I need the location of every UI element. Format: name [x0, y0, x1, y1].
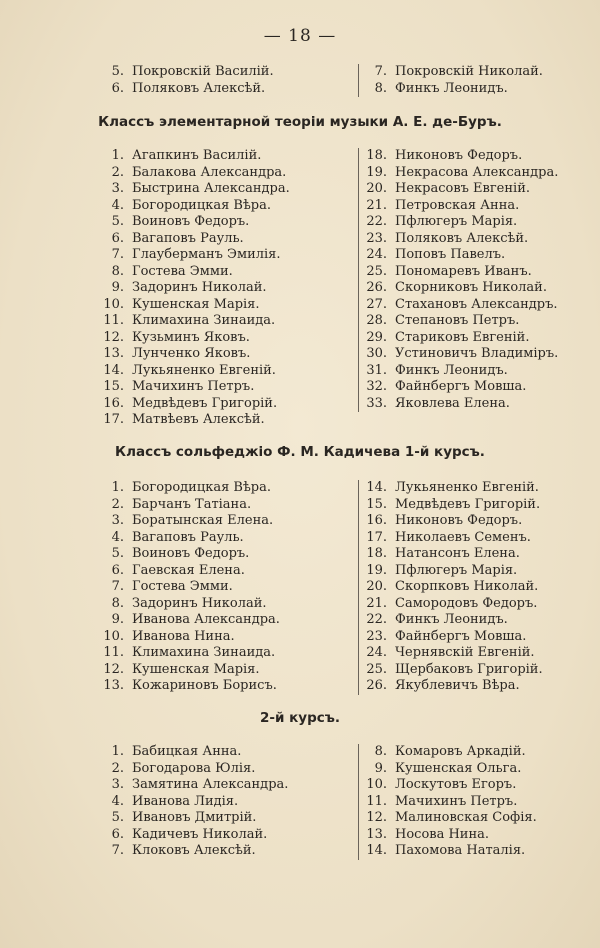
- student-name: Пономаревъ Иванъ.: [395, 263, 532, 279]
- student-name: Иванова Нина.: [132, 628, 235, 644]
- item-number: 18.: [366, 546, 387, 561]
- item-number: 7.: [111, 843, 124, 858]
- list-item: [365, 579, 543, 596]
- section-1-right-column: [358, 148, 558, 412]
- list-item: [102, 777, 288, 794]
- student-name: Некрасовъ Евгеній.: [395, 181, 530, 196]
- list-item: [102, 198, 290, 215]
- student-name: Кушенская Марія.: [132, 661, 260, 677]
- item-number: 24.: [366, 247, 387, 262]
- item-number: 32.: [366, 379, 387, 394]
- student-name: Стахановъ Александръ.: [395, 296, 558, 312]
- item-number: 9.: [111, 612, 124, 627]
- list-item: [102, 579, 280, 596]
- item-number: 5.: [111, 546, 124, 561]
- item-number: 7.: [111, 247, 124, 262]
- student-name: Кузьминъ Яковъ.: [132, 329, 250, 345]
- student-name: Скорпковъ Николай.: [395, 579, 539, 594]
- student-name: Вагаповъ Рауль.: [132, 529, 244, 545]
- list-item: [102, 181, 290, 198]
- item-number: 5.: [111, 214, 124, 229]
- student-name: Богодарова Юлія.: [132, 760, 256, 776]
- item-number: 5.: [111, 64, 124, 79]
- item-number: 26.: [366, 280, 387, 295]
- student-name: Воиновъ Федоръ.: [132, 546, 250, 561]
- student-name: Кожариновъ Борисъ.: [132, 678, 277, 693]
- item-number: 6.: [111, 230, 124, 246]
- list-item: [365, 198, 558, 215]
- student-name: Глауберманъ Эмилія.: [132, 247, 281, 262]
- student-name: Мачихинъ Петръ.: [132, 379, 255, 394]
- student-name: Кушенская Марія.: [132, 296, 260, 312]
- item-number: 4.: [111, 197, 124, 213]
- list-item: [365, 480, 543, 497]
- list-item: [365, 165, 558, 182]
- item-number: 14.: [366, 480, 387, 495]
- student-name: Файнбергъ Мовша.: [395, 379, 527, 394]
- student-name: Покровскій Николай.: [395, 64, 543, 79]
- student-name: Матвѣевъ Алексѣй.: [132, 412, 265, 427]
- student-name: Финкъ Леонидъ.: [395, 362, 508, 378]
- student-name: Поляковъ Алексѣй.: [395, 230, 529, 246]
- item-number: 5.: [111, 810, 124, 825]
- list-item: [365, 777, 537, 794]
- student-name: Ивановъ Дмитрій.: [132, 810, 257, 825]
- list-item: [102, 297, 290, 314]
- list-item: [102, 280, 290, 297]
- item-number: 9.: [111, 280, 124, 295]
- list-item: [365, 346, 558, 363]
- student-name: Поляковъ Алексѣй.: [132, 80, 266, 96]
- list-item: [102, 497, 280, 514]
- list-item: [365, 363, 558, 380]
- list-item: [365, 662, 543, 679]
- student-name: Иванова Лидія.: [132, 793, 239, 809]
- section-1-left-column: [102, 148, 290, 429]
- student-name: Скорниковъ Николай.: [395, 280, 547, 295]
- list-item: [102, 612, 280, 629]
- item-number: 6.: [111, 80, 124, 96]
- item-number: 17.: [366, 529, 387, 545]
- item-number: 1.: [111, 148, 124, 163]
- item-number: 21.: [366, 595, 387, 611]
- item-number: 25.: [366, 263, 387, 279]
- student-name: Никоновъ Федоръ.: [395, 513, 523, 528]
- item-number: 1.: [111, 744, 124, 759]
- item-number: 2.: [111, 496, 124, 512]
- item-number: 22.: [366, 612, 387, 627]
- list-item: [365, 513, 543, 530]
- list-item: [365, 280, 558, 297]
- item-number: 6.: [111, 826, 124, 842]
- list-item: [365, 810, 537, 827]
- item-number: 11.: [103, 313, 124, 328]
- list-item: [102, 165, 290, 182]
- item-number: 18.: [366, 148, 387, 163]
- item-number: 12.: [103, 661, 124, 677]
- list-item: [365, 81, 543, 98]
- item-number: 4.: [111, 793, 124, 809]
- list-item: [365, 148, 558, 165]
- list-item: [102, 396, 290, 413]
- section-heading-solfeggio: Классъ сольфеджіо Ф. М. Кадичева 1-й курсъ.: [115, 444, 485, 460]
- item-number: 8.: [111, 595, 124, 611]
- page-number: — 18 —: [263, 26, 337, 46]
- student-name: Покровскій Василій.: [132, 64, 274, 79]
- student-name: Стариковъ Евгеній.: [395, 329, 530, 345]
- student-name: Боратынская Елена.: [132, 513, 274, 528]
- list-item: [102, 379, 290, 396]
- student-name: Пфлюгеръ Марія.: [395, 214, 518, 229]
- item-number: 15.: [366, 496, 387, 512]
- list-item: [102, 330, 290, 347]
- student-name: Вагаповъ Рауль.: [132, 230, 244, 246]
- item-number: 27.: [366, 296, 387, 312]
- list-item: [102, 596, 280, 613]
- student-name: Лоскутовъ Егоръ.: [395, 777, 517, 792]
- item-number: 25.: [366, 661, 387, 677]
- item-number: 30.: [366, 346, 387, 361]
- section-0-left-column: [102, 64, 274, 97]
- student-name: Яковлева Елена.: [395, 395, 510, 411]
- list-item: [102, 247, 290, 264]
- item-number: 11.: [366, 793, 387, 809]
- list-item: [365, 612, 543, 629]
- student-name: Чернявскій Евгеній.: [395, 645, 535, 660]
- list-item: [102, 744, 288, 761]
- item-number: 3.: [111, 513, 124, 528]
- student-name: Бабицкая Анна.: [132, 744, 242, 759]
- item-number: 19.: [366, 562, 387, 578]
- list-item: [365, 313, 558, 330]
- student-name: Богородицкая Вѣра.: [132, 197, 272, 213]
- student-name: Быстрина Александра.: [132, 181, 290, 196]
- item-number: 20.: [366, 181, 387, 196]
- item-number: 10.: [103, 296, 124, 312]
- list-item: [365, 596, 543, 613]
- list-item: [102, 810, 288, 827]
- list-item: [365, 744, 537, 761]
- list-item: [365, 827, 537, 844]
- list-item: [102, 346, 290, 363]
- item-number: 23.: [366, 628, 387, 644]
- list-item: [365, 563, 543, 580]
- list-item: [365, 396, 558, 413]
- list-item: [365, 530, 543, 547]
- student-name: Кадичевъ Николай.: [132, 826, 268, 842]
- student-name: Кушенская Ольга.: [395, 760, 522, 776]
- item-number: 4.: [111, 529, 124, 545]
- student-name: Задоринъ Николай.: [132, 595, 267, 611]
- item-number: 26.: [366, 678, 387, 693]
- item-number: 22.: [366, 214, 387, 229]
- item-number: 8.: [111, 263, 124, 279]
- student-name: Самородовъ Федоръ.: [395, 595, 538, 611]
- item-number: 31.: [366, 362, 387, 378]
- list-item: [365, 497, 543, 514]
- student-name: Степановъ Петръ.: [395, 313, 520, 328]
- list-item: [102, 662, 280, 679]
- student-name: Гостева Эмми.: [132, 579, 233, 594]
- list-item: [365, 794, 537, 811]
- student-name: Клоковъ Алексѣй.: [132, 843, 256, 858]
- item-number: 11.: [103, 645, 124, 660]
- list-item: [365, 379, 558, 396]
- student-name: Якублевичъ Вѣра.: [395, 678, 520, 693]
- section-2-right-column: [358, 480, 543, 695]
- section-3-right-column: [358, 744, 537, 860]
- student-name: Лунченко Яковъ.: [132, 346, 251, 361]
- student-name: Барчанъ Татіана.: [132, 496, 252, 512]
- student-name: Финкъ Леонидъ.: [395, 80, 508, 96]
- list-item: [365, 761, 537, 778]
- item-number: 13.: [103, 346, 124, 361]
- item-number: 10.: [103, 628, 124, 644]
- item-number: 28.: [366, 313, 387, 328]
- item-number: 14.: [366, 843, 387, 858]
- student-name: Задоринъ Николай.: [132, 280, 267, 295]
- item-number: 24.: [366, 645, 387, 660]
- list-item: [365, 181, 558, 198]
- student-name: Агапкинъ Василій.: [132, 148, 262, 163]
- student-name: Гостева Эмми.: [132, 263, 233, 279]
- item-number: 7.: [374, 64, 387, 79]
- item-number: 7.: [111, 579, 124, 594]
- item-number: 14.: [103, 362, 124, 378]
- list-item: [102, 546, 280, 563]
- list-item: [102, 412, 290, 429]
- list-item: [102, 313, 290, 330]
- list-item: [365, 678, 543, 695]
- list-item: [102, 81, 274, 98]
- item-number: 20.: [366, 579, 387, 594]
- student-name: Климахина Зинаида.: [132, 645, 276, 660]
- list-item: [365, 214, 558, 231]
- list-item: [102, 264, 290, 281]
- list-item: [365, 231, 558, 248]
- student-name: Пахомова Наталія.: [395, 843, 526, 858]
- item-number: 21.: [366, 197, 387, 213]
- item-number: 2.: [111, 760, 124, 776]
- student-name: Богородицкая Вѣра.: [132, 480, 272, 495]
- item-number: 2.: [111, 164, 124, 180]
- list-item: [102, 563, 280, 580]
- list-item: [102, 513, 280, 530]
- item-number: 8.: [374, 80, 387, 96]
- item-number: 10.: [366, 777, 387, 792]
- student-name: Лукьяненко Евгеній.: [395, 480, 539, 495]
- item-number: 8.: [374, 744, 387, 759]
- student-name: Иванова Александра.: [132, 612, 280, 627]
- list-item: [365, 264, 558, 281]
- student-name: Гаевская Елена.: [132, 562, 245, 578]
- student-name: Поповъ Павелъ.: [395, 247, 506, 262]
- item-number: 23.: [366, 230, 387, 246]
- student-name: Финкъ Леонидъ.: [395, 612, 508, 627]
- list-item: [365, 629, 543, 646]
- section-0-right-column: [358, 64, 543, 97]
- list-item: [365, 546, 543, 563]
- student-name: Медвѣдевъ Григорій.: [395, 496, 541, 512]
- list-item: [102, 363, 290, 380]
- student-name: Никоновъ Федоръ.: [395, 148, 523, 163]
- student-name: Файнбергъ Мовша.: [395, 628, 527, 644]
- list-item: [365, 645, 543, 662]
- item-number: 13.: [366, 826, 387, 842]
- item-number: 12.: [103, 329, 124, 345]
- list-item: [365, 843, 537, 860]
- student-name: Воиновъ Федоръ.: [132, 214, 250, 229]
- list-item: [102, 629, 280, 646]
- section-heading-theory: Классъ элементарной теоріи музыки А. Е. де-Буръ.: [98, 114, 502, 130]
- list-item: [102, 761, 288, 778]
- item-number: 33.: [366, 395, 387, 411]
- section-heading-second-course: 2-й курсъ.: [259, 710, 341, 726]
- student-name: Комаровъ Аркадій.: [395, 744, 526, 759]
- student-name: Петровская Анна.: [395, 197, 520, 213]
- list-item: [365, 64, 543, 81]
- list-item: [102, 678, 280, 695]
- list-item: [102, 148, 290, 165]
- list-item: [102, 231, 290, 248]
- list-item: [102, 794, 288, 811]
- student-name: Медвѣдевъ Григорій.: [132, 395, 278, 411]
- item-number: 19.: [366, 164, 387, 180]
- list-item: [365, 297, 558, 314]
- item-number: 6.: [111, 562, 124, 578]
- student-name: Малиновская Софія.: [395, 810, 537, 825]
- list-item: [102, 827, 288, 844]
- list-item: [102, 480, 280, 497]
- student-name: Лукьяненко Евгеній.: [132, 362, 276, 378]
- student-name: Пфлюгеръ Марія.: [395, 562, 518, 578]
- student-name: Балакова Александра.: [132, 164, 287, 180]
- student-name: Николаевъ Семенъ.: [395, 529, 531, 545]
- item-number: 16.: [103, 395, 124, 411]
- student-name: Натансонъ Елена.: [395, 546, 520, 561]
- section-3-left-column: [102, 744, 288, 860]
- item-number: 1.: [111, 480, 124, 495]
- student-name: Замятина Александра.: [132, 777, 289, 792]
- item-number: 15.: [103, 379, 124, 394]
- list-item: [102, 530, 280, 547]
- student-name: Мачихинъ Петръ.: [395, 793, 518, 809]
- item-number: 29.: [366, 329, 387, 345]
- item-number: 13.: [103, 678, 124, 693]
- list-item: [102, 214, 290, 231]
- student-name: Устиновичъ Владиміръ.: [395, 346, 559, 361]
- item-number: 3.: [111, 777, 124, 792]
- list-item: [102, 645, 280, 662]
- list-item: [365, 247, 558, 264]
- list-item: [102, 843, 288, 860]
- student-name: Некрасова Александра.: [395, 164, 559, 180]
- student-name: Климахина Зинаида.: [132, 313, 276, 328]
- item-number: 9.: [374, 760, 387, 776]
- item-number: 3.: [111, 181, 124, 196]
- student-name: Щербаковъ Григорій.: [395, 661, 543, 677]
- list-item: [102, 64, 274, 81]
- list-item: [365, 330, 558, 347]
- student-name: Носова Нина.: [395, 826, 490, 842]
- item-number: 12.: [366, 810, 387, 825]
- section-2-left-column: [102, 480, 280, 695]
- item-number: 17.: [103, 412, 124, 427]
- item-number: 16.: [366, 513, 387, 528]
